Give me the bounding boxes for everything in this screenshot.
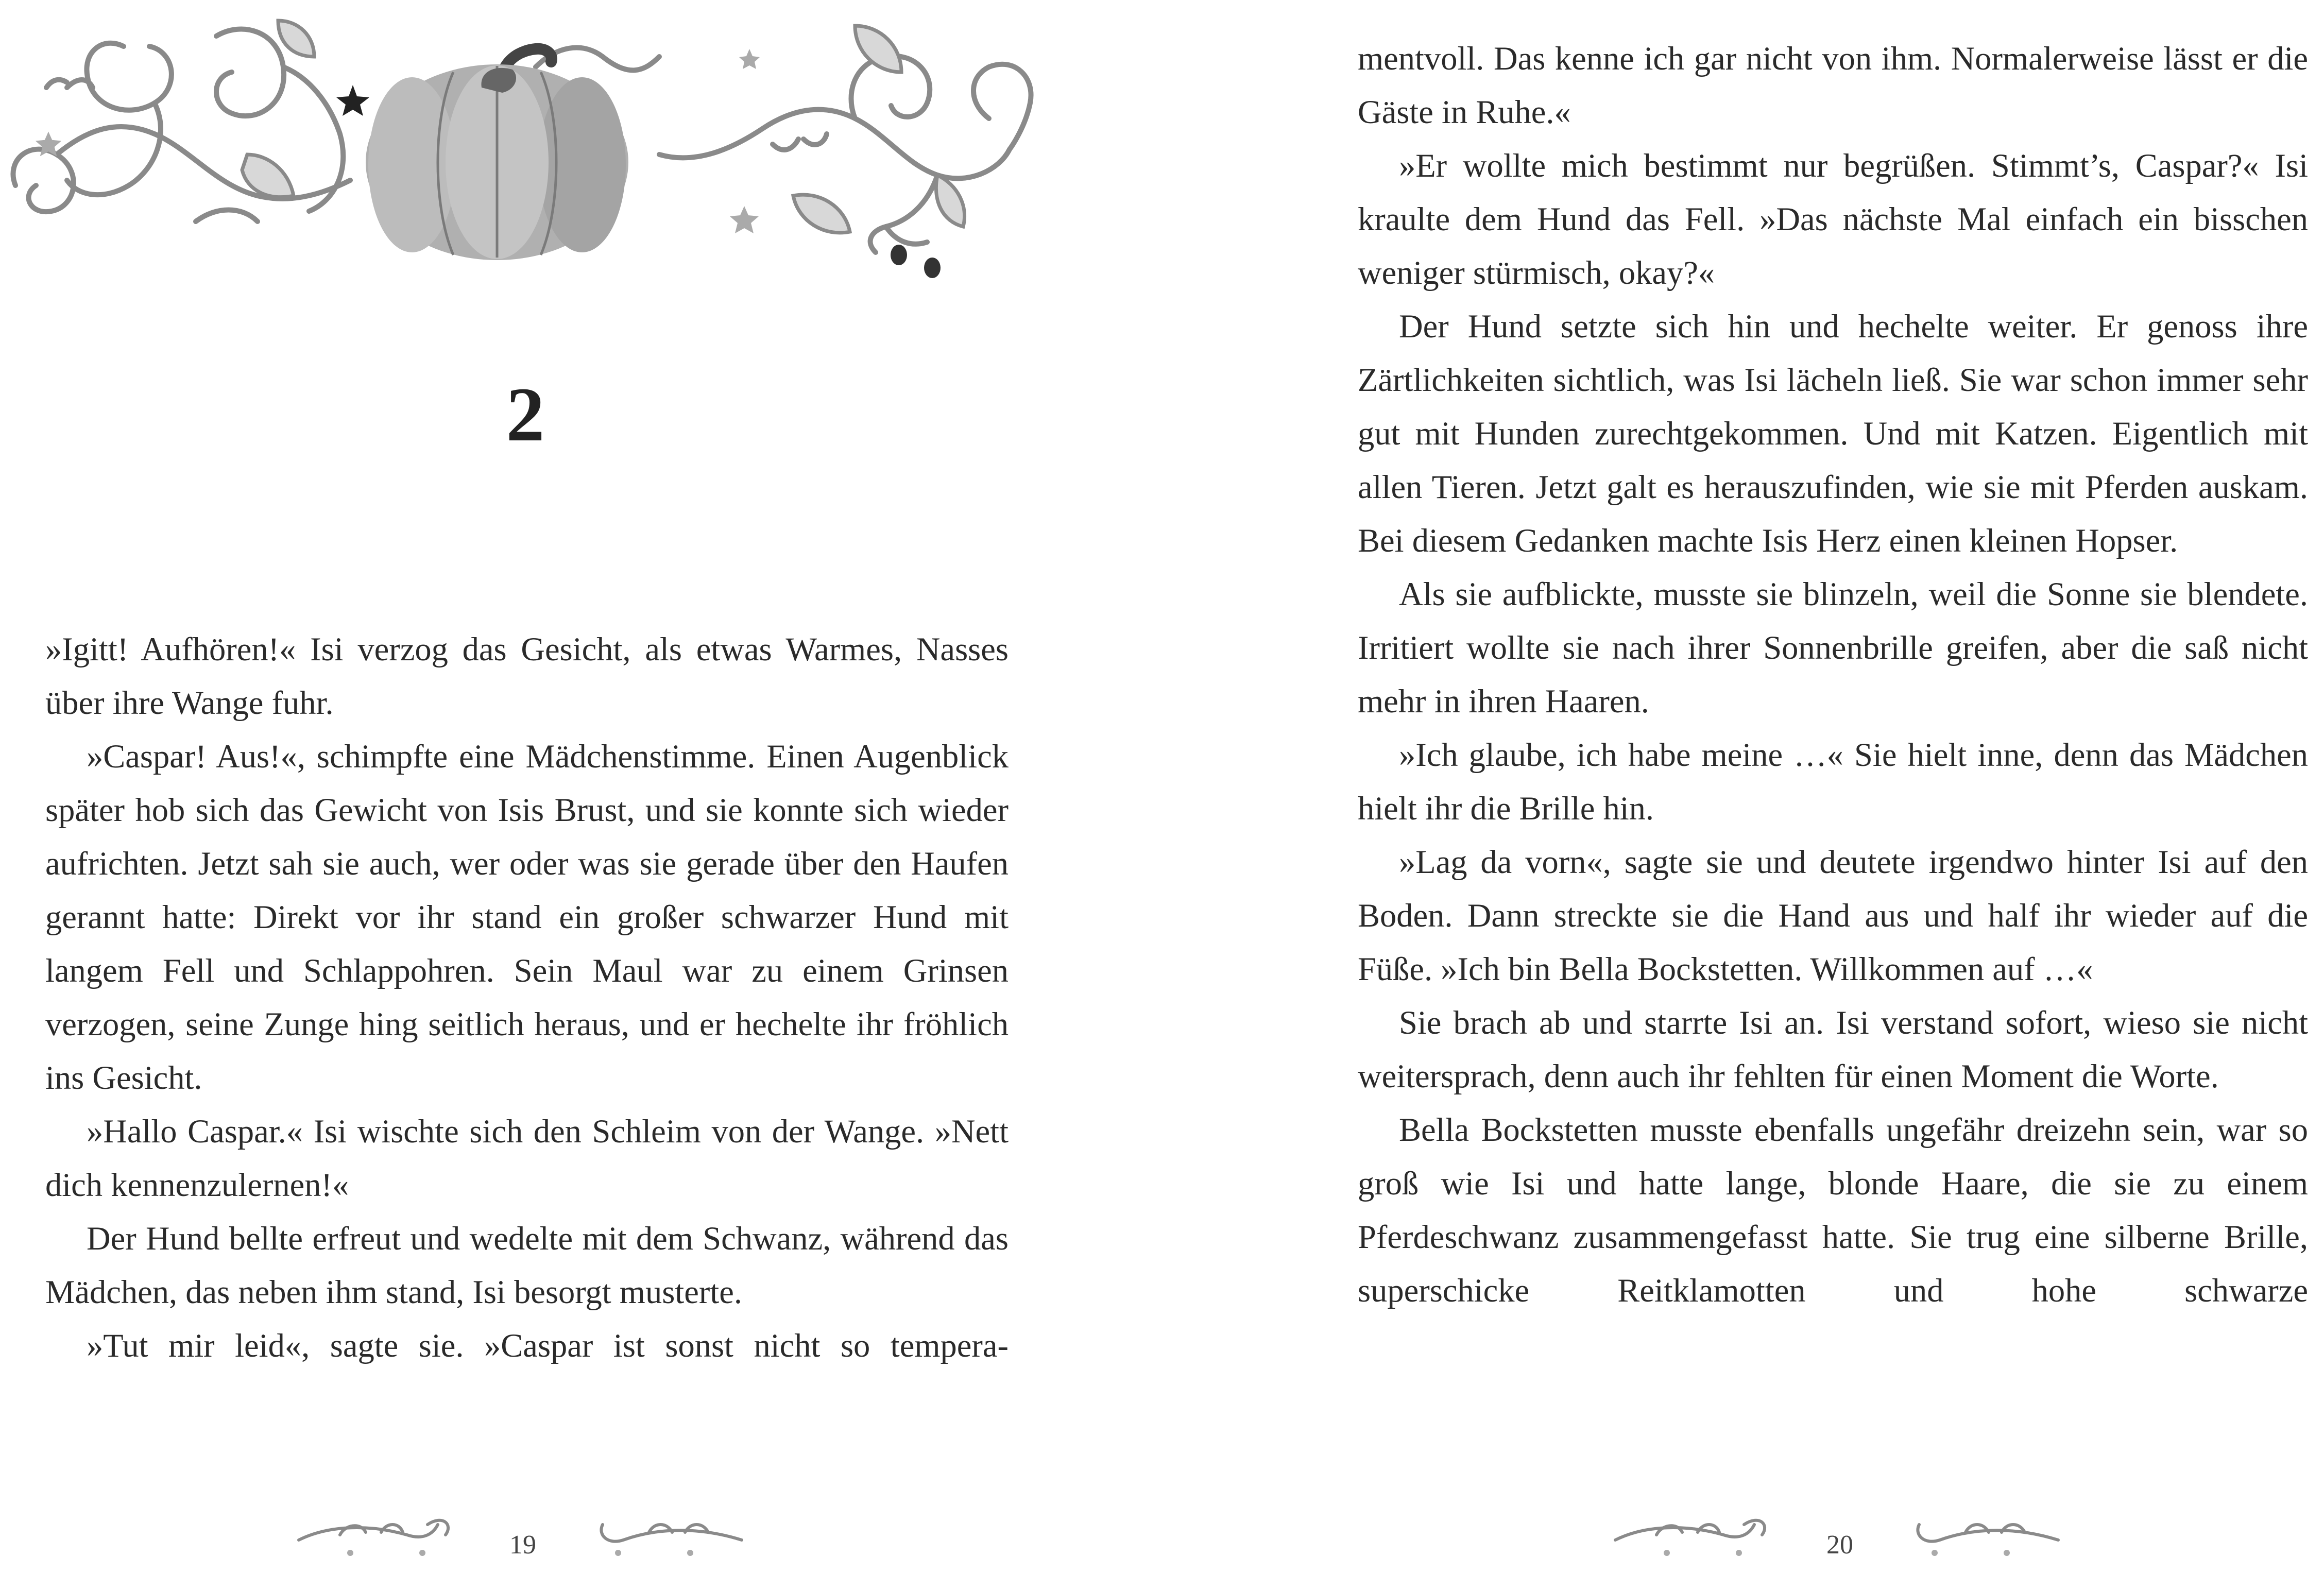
paragraph: Sie brach ab und starrte Isi an. Isi verstand sofort, wieso sie nicht weitersprach, denn auch ihr fehlten für einen Moment die Worte. — [1358, 1004, 2308, 1094]
paragraph: Der Hund setzte sich hin und hechelte weiter. Er genoss ihre Zärtlichkeiten sichtlich, was Isi lächeln ließ. Sie war schon immer sehr gut mit Hunden zurechtgekommen. Und mit Katzen. Eigentlich mit allen Tieren. Jetzt galt es herauszufinden, wie sie mit Pferden auskam. Bei diesem Gedanken machte Isis Herz einen kleinen Hopser. — [1358, 308, 2308, 559]
paragraph: mentvoll. Das kenne ich gar nicht von ihm. Normalerweise lässt er die Gäste in Ruhe.« — [1358, 40, 2308, 130]
paragraph: »Tut mir leid«, sagte sie. »Caspar ist sonst nicht so tempera- — [87, 1327, 1009, 1364]
chapter-number: 2 — [506, 372, 545, 457]
paragraph: »Hallo Caspar.« Isi wischte sich den Schleim von der Wange. »Nett dich kennenzulernen!« — [45, 1113, 1009, 1203]
paragraph: Als sie aufblickte, musste sie blinzeln, weil die Sonne sie blendete. Irritiert wollte sie nach ihrer Sonnenbrille greifen, aber die saß nicht mehr in ihren Haaren. — [1358, 576, 2308, 720]
paragraph: »Er wollte mich bestimmt nur begrüßen. Stimmt’s, Caspar?« Isi kraulte dem Hund das Fell. »Das nächste Mal einfach ein bisschen weniger stürmisch, okay?« — [1358, 147, 2308, 291]
page-number: 20 — [1826, 1530, 1853, 1560]
paragraph: »Ich glaube, ich habe meine …« Sie hielt inne, denn das Mädchen hielt ihr die Brille hin. — [1358, 737, 2308, 827]
paragraph: »Lag da vorn«, sagte sie und deutete irgendwo hinter Isi auf den Boden. Dann streckte sie die Hand aus und half ihr wieder auf die Füße. »Ich bin Bella Bockstetten. Willkommen auf …« — [1358, 844, 2308, 987]
paragraph: Der Hund bellte erfreut und wedelte mit dem Schwanz, während das Mädchen, das neben ihm stand, Isi besorgt musterte. — [45, 1220, 1009, 1310]
leaf-icon — [242, 155, 294, 197]
body-text-left — [45, 623, 1009, 1373]
paragraph: Bella Bockstetten musste ebenfalls ungefähr dreizehn sein, war so groß wie Isi und hatte lange, blonde Haare, die sie zu einem Pferdeschwanz zusammengefasst hatte. Sie trug eine silberne Brille, superschicke Reitklamotten und hohe schwarze — [1358, 1111, 2308, 1309]
body-text-right — [1358, 32, 2308, 1318]
right-page — [1162, 0, 2324, 1574]
paragraph: »Caspar! Aus!«, schimpfte eine Mädchenstimme. Einen Augenblick später hob sich das Gewicht von Isis Brust, und sie konnte sich wieder aufrichten. Jetzt sah sie auch, wer oder was sie gerade über den Haufen gerannt hatte: Direkt vor ihr stand ein großer schwarzer Hund mit langem Fell und Schlappohren. Sein Maul war zu einem Grinsen verzogen, seine Zunge hing seitlich heraus, und er hechelte ihr fröhlich ins Gesicht. — [45, 738, 1009, 1096]
pumpkin-icon — [366, 49, 628, 260]
paragraph: »Igitt! Aufhören!« Isi verzog das Gesicht, als etwas Warmes, Nasses über ihre Wange fuhr. — [45, 631, 1009, 721]
vine-ornament-icon — [0, 0, 1162, 288]
page-number: 19 — [509, 1530, 536, 1560]
